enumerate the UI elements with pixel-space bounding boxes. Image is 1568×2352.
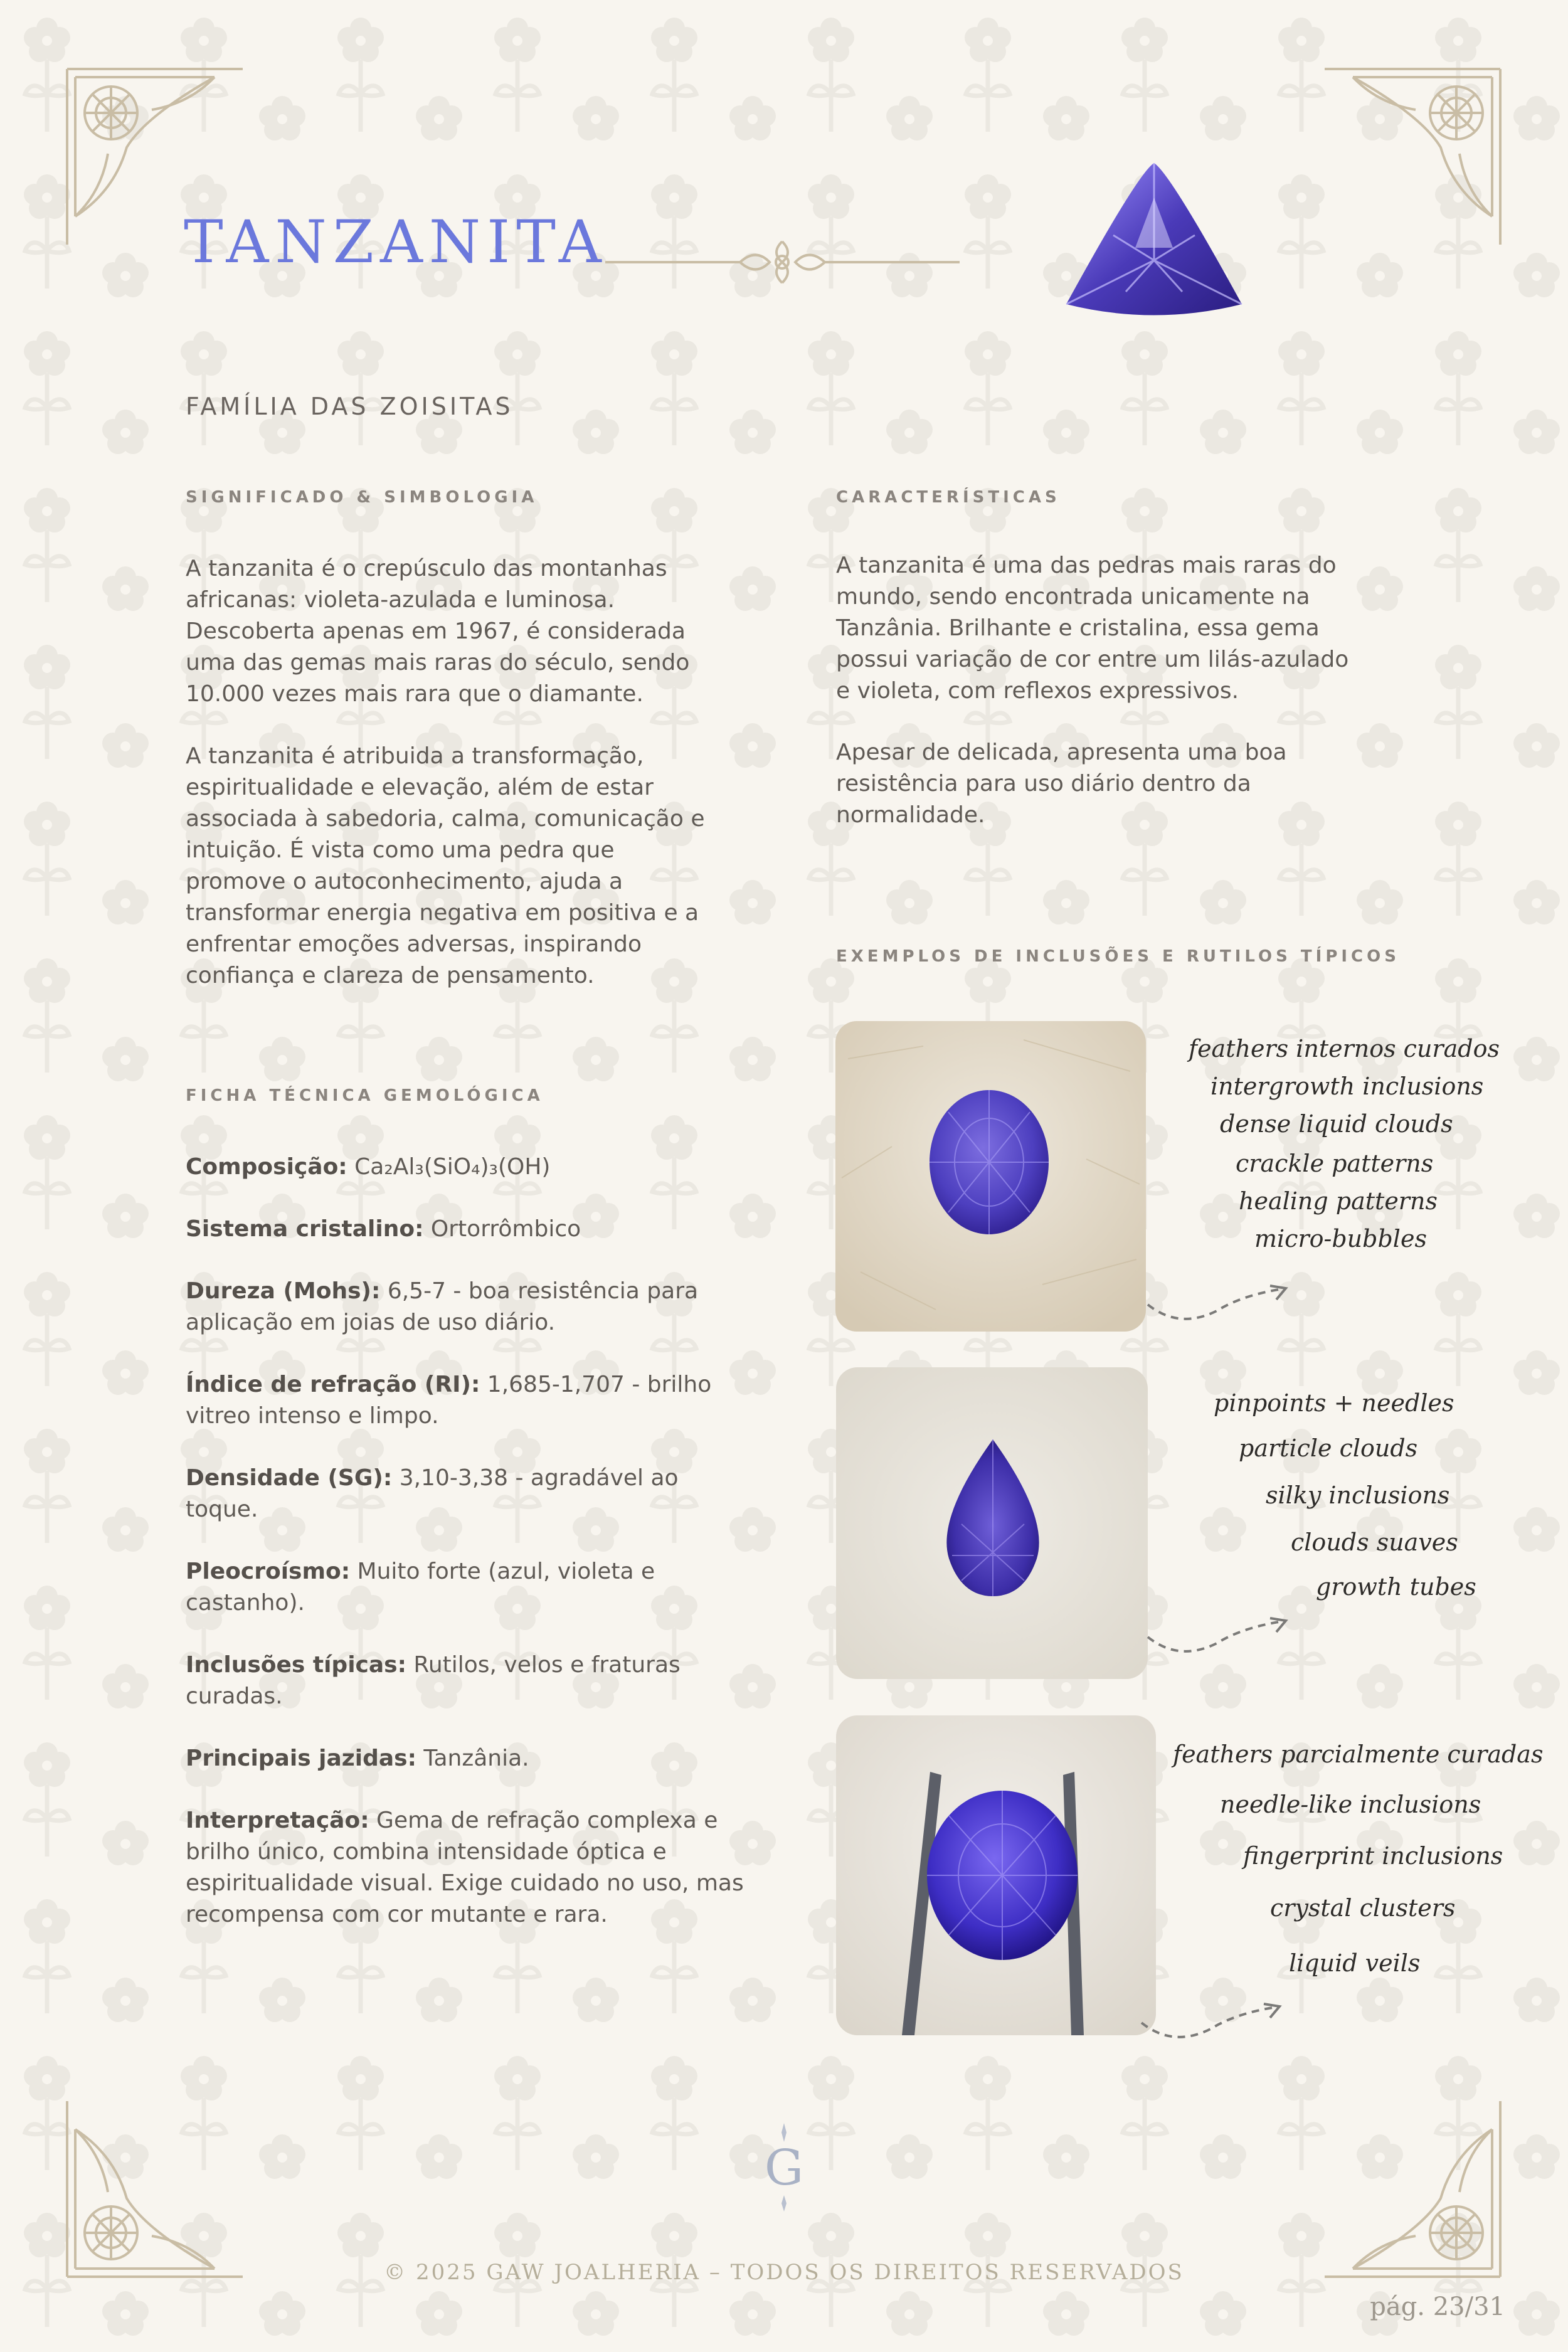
ficha-item bbox=[186, 1463, 750, 1525]
ficha-item-value: Ca₂Al₃(SiO₄)₃(OH) bbox=[347, 1154, 551, 1180]
significado-paragraph-1: A tanzanita é o crepúsculo das montanhas africanas: violeta-azulada e luminosa. Descoberta apenas em 1967, é considerada uma das gemas mais raras do século, sendo 10.000 vezes mais rara que o diamante. bbox=[186, 556, 690, 707]
monogram-letter: G bbox=[764, 2140, 804, 2196]
ficha-item bbox=[186, 1214, 750, 1245]
ficha-item-label: Principais jazidas: bbox=[186, 1745, 416, 1771]
inclusion-note: feathers internos curados bbox=[1189, 1035, 1500, 1062]
ficha-item-value: Muito forte (azul, violeta e castanho). bbox=[186, 1559, 655, 1616]
ficha-item bbox=[186, 1152, 750, 1183]
inclusion-notes-1 bbox=[1173, 1035, 1524, 1286]
monogram-icon bbox=[753, 2120, 815, 2214]
inclusion-note: liquid veils bbox=[1289, 1949, 1421, 1977]
divider-ornament-icon bbox=[605, 229, 960, 298]
inclusion-note: needle-like inclusions bbox=[1220, 1791, 1481, 1818]
inclusion-photo-pear bbox=[836, 1367, 1148, 1679]
ficha-item bbox=[186, 1805, 750, 1931]
inclusion-note: particle clouds bbox=[1239, 1434, 1418, 1462]
significado-paragraph-2: A tanzanita é atribuida a transformação, espiritualidade e elevação, além de estar associada à sabedoria, calma, comunicação e intuição. É vista como uma pedra que promove o autoconhecimento, ajuda a transformar energia negativa em positiva e a enfrentar emoções adversas, inspirando confiança e clareza de pensamento. bbox=[186, 743, 705, 988]
ficha-item-value: Rutilos, velos e fraturas curadas. bbox=[186, 1652, 681, 1709]
corner-ornament-icon bbox=[1322, 66, 1503, 248]
arrow-icon bbox=[1142, 1279, 1292, 1330]
ficha-heading: FICHA TÉCNICA GEMOLÓGICA bbox=[186, 1086, 544, 1105]
inclusion-note: fingerprint inclusions bbox=[1243, 1842, 1503, 1870]
ficha-item-label: Pleocroísmo: bbox=[186, 1559, 351, 1584]
ficha-item-value: Gema de refração complexa e brilho único, combina intensidade óptica e espiritualidade visual. Exige cuidado no uso, mas recompensa com cor mutante e rara. bbox=[186, 1808, 744, 1927]
ficha-item bbox=[186, 1556, 750, 1619]
inclusion-notes-3 bbox=[1173, 1740, 1549, 2004]
ficha-item bbox=[186, 1650, 750, 1712]
ficha-item-label: Dureza (Mohs): bbox=[186, 1278, 381, 1304]
page-number: pág. 23/31 bbox=[1370, 2292, 1505, 2321]
page-title: TANZANITA bbox=[184, 208, 608, 277]
tanzanite-trillion-gem-image bbox=[1063, 160, 1245, 323]
inclusion-photo-oval-1 bbox=[835, 1021, 1146, 1332]
exemplos-heading: EXEMPLOS DE INCLUSÕES E RUTILOS TÍPICOS bbox=[836, 947, 1400, 966]
inclusion-note: silky inclusions bbox=[1266, 1481, 1450, 1509]
inclusion-note: growth tubes bbox=[1316, 1573, 1476, 1601]
ficha-item-label: Interpretação: bbox=[186, 1808, 369, 1833]
ficha-item-label: Inclusões típicas: bbox=[186, 1652, 406, 1678]
inclusion-notes-2 bbox=[1173, 1389, 1524, 1621]
inclusion-note: healing patterns bbox=[1239, 1187, 1438, 1215]
ficha-item-label: Índice de refração (RI): bbox=[186, 1372, 480, 1397]
caracteristicas-heading: CARACTERÍSTICAS bbox=[836, 488, 1061, 507]
arrow-icon bbox=[1135, 1998, 1286, 2048]
inclusion-note: micro-bubbles bbox=[1254, 1225, 1427, 1253]
significado-heading: SIGNIFICADO & SIMBOLOGIA bbox=[186, 488, 538, 507]
ficha-item-label: Composição: bbox=[186, 1154, 347, 1180]
inclusion-note: crystal clusters bbox=[1270, 1894, 1456, 1922]
caracteristicas-paragraph-1: A tanzanita é uma das pedras mais raras do mundo, sendo encontrada unicamente na Tanzânia. Brilhante e cristalina, essa gema possui variação de cor entre um lilás-azulado e violeta, com reflexos expressivos. bbox=[836, 553, 1349, 704]
ficha-item-label: Densidade (SG): bbox=[186, 1465, 393, 1491]
ficha-item-value: 1,685-1,707 - brilho vitreo intenso e limpo. bbox=[186, 1372, 712, 1429]
ficha-item bbox=[186, 1369, 750, 1432]
corner-ornament-icon bbox=[64, 2098, 246, 2280]
inclusion-photo-tweezers bbox=[836, 1715, 1156, 2035]
ficha-item-value: Tanzânia. bbox=[416, 1745, 529, 1771]
ficha-item-value: 3,10-3,38 - agradável ao toque. bbox=[186, 1465, 679, 1522]
page-subtitle: FAMÍLIA DAS ZOISITAS bbox=[186, 393, 514, 420]
ficha-item-value: Ortorrômbico bbox=[423, 1216, 581, 1242]
footer-copyright: © 2025 GAW JOALHERIA – TODOS OS DIREITOS RESERVADOS bbox=[384, 2260, 1184, 2285]
caracteristicas-paragraph-2: Apesar de delicada, apresenta uma boa resistência para uso diário dentro da normalidade. bbox=[836, 739, 1287, 828]
ficha-item bbox=[186, 1743, 750, 1774]
inclusion-note: pinpoints + needles bbox=[1214, 1389, 1454, 1417]
inclusion-note: crackle patterns bbox=[1236, 1150, 1434, 1177]
inclusion-note: intergrowth inclusions bbox=[1210, 1073, 1484, 1100]
inclusion-note: feathers parcialmente curadas bbox=[1173, 1740, 1544, 1768]
corner-ornament-icon bbox=[1322, 2098, 1503, 2280]
ficha-tecnica-list bbox=[186, 1152, 750, 1961]
ficha-item-label: Sistema cristalino: bbox=[186, 1216, 424, 1242]
ficha-item-value: 6,5-7 - boa resistência para aplicação em joias de uso diário. bbox=[186, 1278, 699, 1335]
inclusion-note: dense liquid clouds bbox=[1220, 1110, 1453, 1138]
ficha-item bbox=[186, 1276, 750, 1338]
arrow-icon bbox=[1142, 1612, 1292, 1662]
inclusion-note: clouds suaves bbox=[1291, 1528, 1458, 1556]
